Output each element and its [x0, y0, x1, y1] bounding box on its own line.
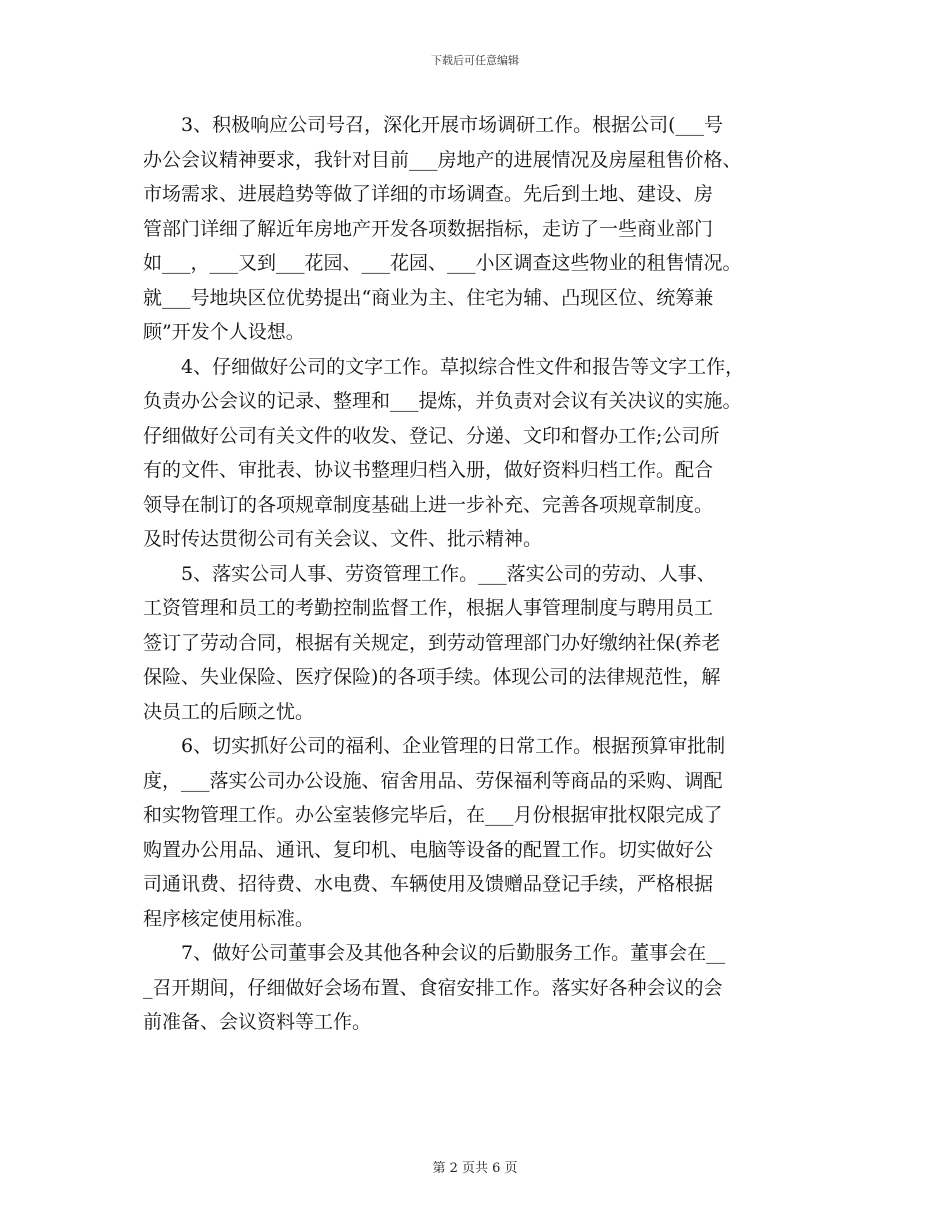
paragraph-line: 3、积极响应公司号召，深化开展市场调研工作。根据公司(___号: [181, 114, 724, 136]
paragraph-5: [143, 557, 823, 730]
paragraph-line: 领导在制订的各项规章制度基础上进一步补充、完善各项规章制度。: [143, 493, 714, 516]
paragraph-line: 签订了劳动合同，根据有关规定，到劳动管理部门办好缴纳社保(养老: [143, 631, 721, 654]
paragraph-7: [143, 936, 823, 1040]
paragraph-line: 市场需求、进展趋势等做了详细的市场调查。先后到土地、建设、房: [143, 183, 714, 205]
paragraph-line: 办公会议精神要求，我针对目前___房地产的进展情况及房屋租售价格、: [143, 148, 742, 171]
paragraph-3: [143, 108, 823, 350]
paragraph-line: 就___号地块区位优势提出“商业为主、住宅为辅、凸现区位、统筹兼: [143, 286, 714, 309]
paragraph-line: _召开期间，仔细做好会场布置、食宿安排工作。落实好各种会议的会: [143, 976, 723, 999]
paragraph-line: 程序核定使用标准。: [143, 907, 315, 930]
paragraph-line: 度，___落实公司办公设施、宿舍用品、劳保福利等商品的采购、调配: [143, 769, 723, 792]
paragraph-line: 5、落实公司人事、劳资管理工作。___落实公司的劳动、人事、: [181, 562, 716, 585]
paragraph-line: 决员工的后顾之忧。: [143, 700, 315, 723]
paragraph-line: 工资管理和员工的考勤控制监督工作，根据人事管理制度与聘用员工: [143, 597, 714, 619]
page-footer: 第 2 页共 6 页: [432, 1161, 518, 1176]
paragraph-line: 7、做好公司董事会及其他各种会议的后勤服务工作。董事会在__: [181, 942, 726, 964]
paragraph-line: 管部门详细了解近年房地产开发各项数据指标，走访了一些商业部门: [143, 217, 714, 240]
paragraph-line: 如___，___又到___花园、___花园、___小区调查这些物业的租售情况。: [143, 252, 742, 274]
paragraph-line: 和实物管理工作。办公室装修完毕后，在___月份根据审批权限完成了: [143, 804, 723, 826]
page-header: 下载后可任意编辑: [431, 54, 519, 67]
paragraph-line: 购置办公用品、通讯、复印机、电脑等设备的配置工作。切实做好公: [143, 838, 714, 861]
paragraph-line: 司通讯费、招待费、水电费、车辆使用及馈赠品登记手续，严格根据: [143, 873, 714, 895]
paragraph-4: [143, 350, 823, 557]
paragraph-6: [143, 729, 823, 936]
paragraph-line: 有的文件、审批表、协议书整理归档入册，做好资料归档工作。配合: [143, 459, 714, 481]
document-body: [143, 108, 823, 1040]
paragraph-line: 保险、失业保险、医疗保险)的各项手续。体现公司的法律规范性，解: [143, 666, 721, 688]
paragraph-line: 及时传达贯彻公司有关会议、文件、批示精神。: [143, 528, 543, 550]
paragraph-line: 4、仔细做好公司的文字工作。草拟综合性文件和报告等文字工作，: [181, 355, 745, 378]
paragraph-line: 6、切实抓好公司的福利、企业管理的日常工作。根据预算审批制: [181, 735, 726, 757]
paragraph-line: 前准备、会议资料等工作。: [143, 1011, 372, 1033]
paragraph-line: 仔细做好公司有关文件的收发、登记、分递、文印和督办工作;公司所: [143, 424, 720, 447]
paragraph-line: 顾”开发个人设想。: [143, 321, 305, 343]
paragraph-line: 负责办公会议的记录、整理和___提炼，并负责对会议有关决议的实施。: [143, 390, 742, 412]
